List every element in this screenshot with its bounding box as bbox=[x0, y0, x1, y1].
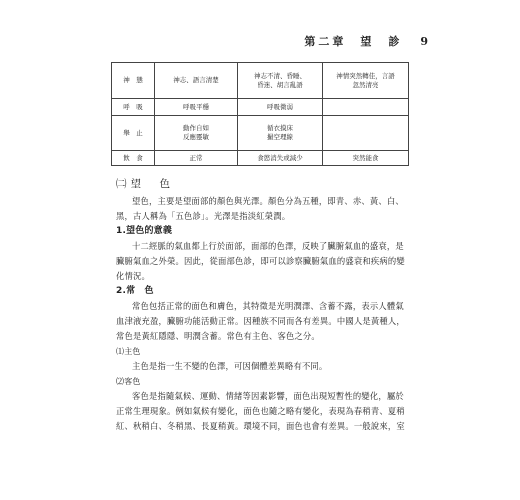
item-title: ⑴主色 bbox=[116, 347, 141, 356]
paragraph-line: 紅、秋稍白、冬稍黑、長夏稍黃。環境不同，面色也會有差異。一般說來，室 bbox=[116, 421, 405, 431]
table-cell bbox=[323, 116, 409, 151]
row-label: 飲 食 bbox=[112, 151, 155, 166]
table-cell: 神志、語言清楚 bbox=[155, 63, 238, 99]
table-cell: 神志不清、昏睡、 昏迷、胡言亂語 bbox=[238, 63, 323, 99]
table-cell: 呼吸微弱 bbox=[238, 99, 323, 116]
paragraph-line: 臟腑氣血之外榮。因此，從面部色診，即可以診察臟腑氣血的盛衰和疾病的變 bbox=[116, 256, 405, 266]
paragraph-line: 血津液充盈，臟腑功能活動正常。因種族不同而各有差異。中國人是黃種人， bbox=[116, 316, 405, 326]
table-cell: 正常 bbox=[155, 151, 238, 166]
table-row bbox=[112, 99, 409, 116]
section-title: ㈡望 色 bbox=[116, 178, 174, 190]
row-label: 呼 吸 bbox=[112, 99, 155, 116]
subsection-title: 1.望色的意義 bbox=[116, 226, 173, 236]
table-cell bbox=[323, 99, 409, 116]
paragraph-line: 客色是指隨氣候、運動、情緒等因素影響，面色出現短暫性的變化，屬於 bbox=[132, 391, 404, 401]
subsection-title: 2.常 色 bbox=[116, 286, 154, 296]
paragraph-line: 黑，古人稱為「五色診」。光澤是指淡紅榮潤。 bbox=[116, 211, 291, 221]
paragraph-line: 望色，主要是望面部的顏色與光澤。顏色分為五種，即青、赤、黃、白、 bbox=[132, 196, 404, 206]
paragraph-line: 十二經脈的氣血都上行於面部，面部的色澤，反映了臟腑氣血的盛衰，是 bbox=[132, 241, 404, 251]
paragraph-line: 正常生理現象。例如氣候有變化，面色也隨之略有變化，表現為春稍青、夏稍 bbox=[116, 406, 405, 416]
table-cell: 循衣摸床 撮空理線 bbox=[238, 116, 323, 151]
paragraph-line: 化情況。 bbox=[116, 271, 150, 281]
table-cell: 神情突然轉佳，言語 忽然清亮 bbox=[323, 63, 409, 99]
chapter-title: 第二章 望 診 bbox=[304, 35, 403, 48]
page-number: 9 bbox=[420, 35, 428, 48]
section-body bbox=[116, 177, 406, 434]
row-label: 神 態 bbox=[112, 63, 155, 99]
paragraph-line: 主色是指一生不變的色澤，可因個體差異略有不同。 bbox=[132, 361, 328, 371]
table-cell: 呼吸平穩 bbox=[155, 99, 238, 116]
comparison-table bbox=[111, 62, 409, 166]
row-label: 舉 止 bbox=[112, 116, 155, 151]
paragraph-line: 常色是黃紅隱隱、明潤含蓄。常色有主色、客色之分。 bbox=[116, 331, 320, 341]
table-row bbox=[112, 63, 409, 99]
table-cell: 動作自如 反應靈敏 bbox=[155, 116, 238, 151]
item-title: ⑵客色 bbox=[116, 377, 141, 386]
paragraph-line: 常色包括正常的面色和膚色，其特徵是光明潤澤、含蓄不露，表示人體氣 bbox=[132, 301, 404, 311]
table-cell: 突然能食 bbox=[323, 151, 409, 166]
running-header bbox=[304, 33, 428, 49]
table-row bbox=[112, 151, 409, 166]
table-row bbox=[112, 116, 409, 151]
table-cell: 食慾消失或減少 bbox=[238, 151, 323, 166]
